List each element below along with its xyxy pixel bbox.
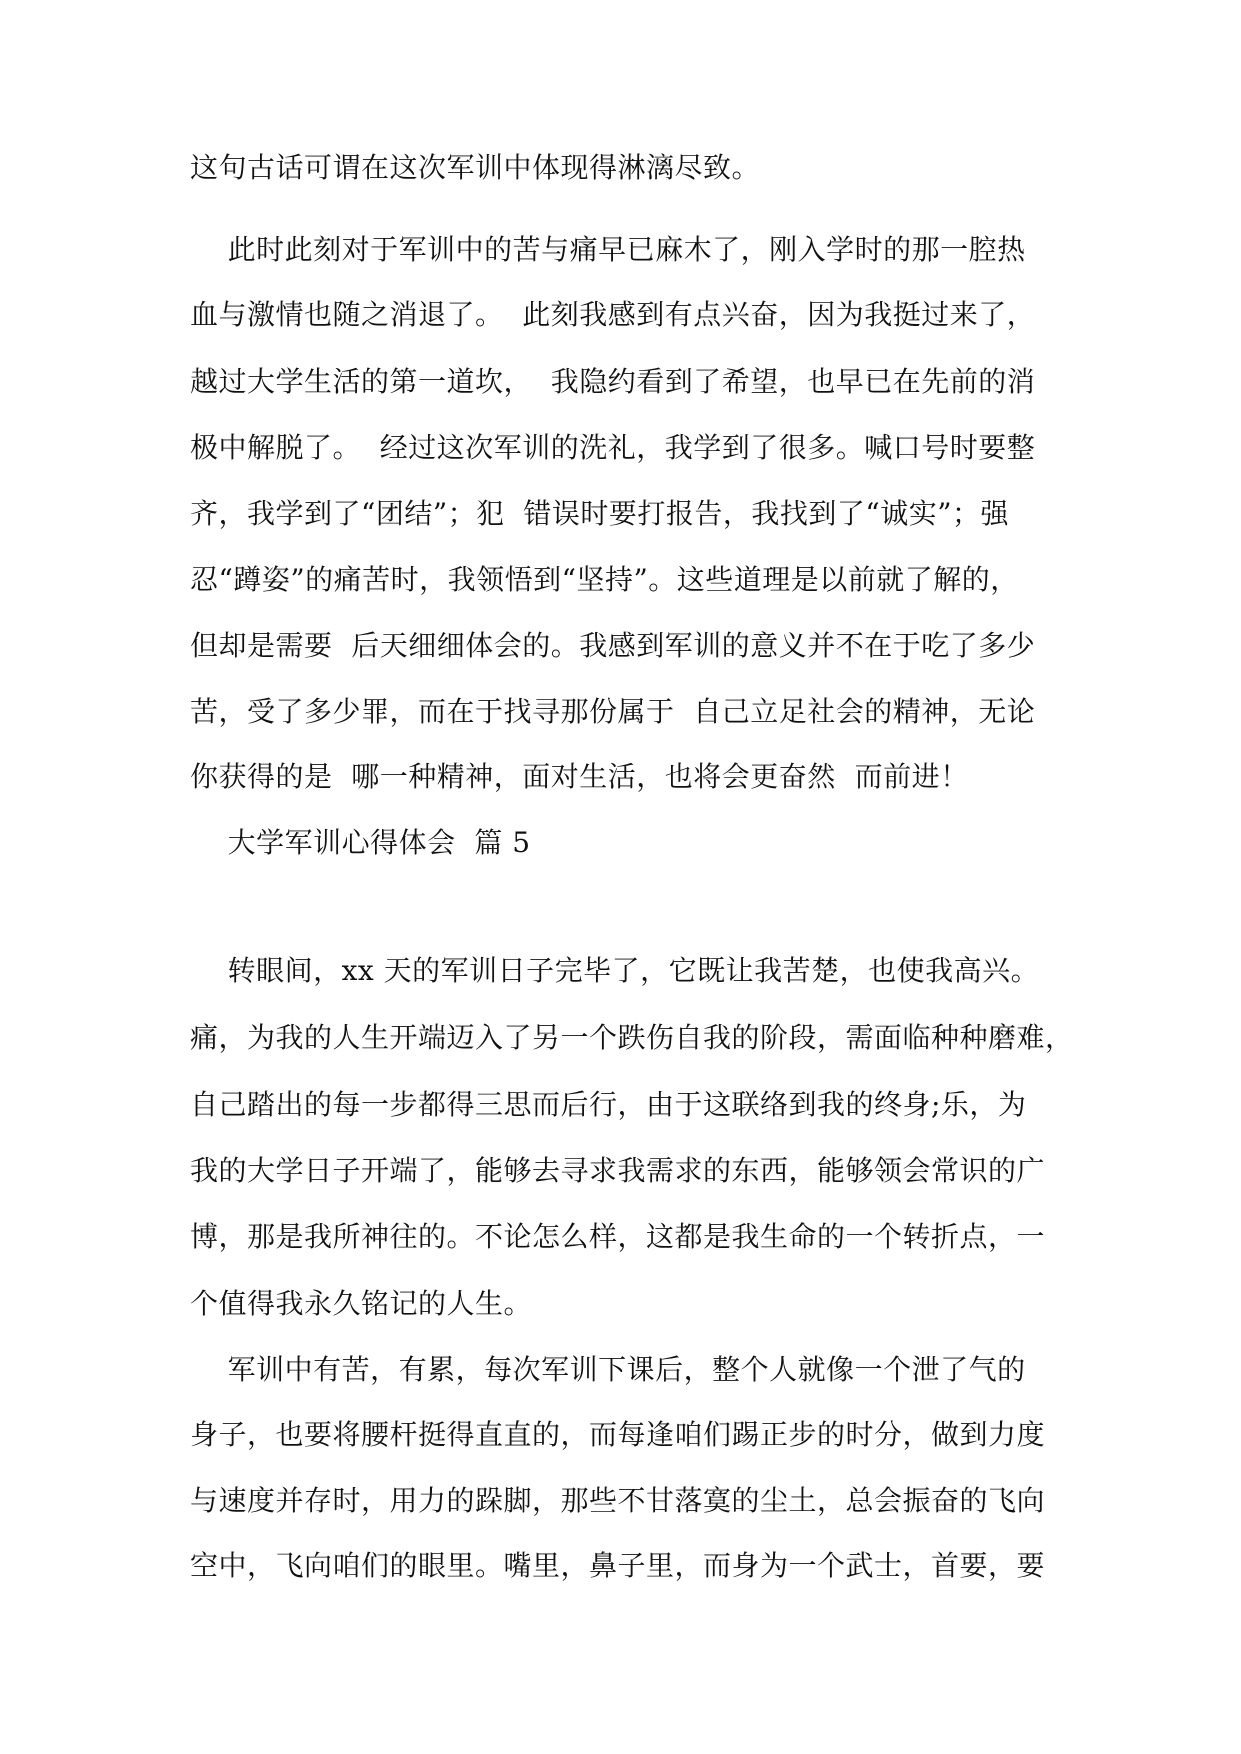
text-line: 极中解脱了。 经过这次军训的洗礼，我学到了很多。喊口号时要整 <box>190 431 1036 464</box>
text-line: 越过大学生活的第一道坎， 我隐约看到了希望，也早已在先前的消 <box>190 365 1036 398</box>
text-line: 齐，我学到了“团结”；犯 错误时要打报告，我找到了“诚实”；强 <box>190 497 1010 530</box>
text-line: 我的大学日子开端了，能够去寻求我需求的东西，能够领会常识的广 <box>190 1154 1046 1187</box>
text-line: 此时此刻对于军训中的苦与痛早已麻木了，刚入学时的那一腔热 <box>190 233 1026 266</box>
section-heading: 大学军训心得体会 篇 5 <box>190 826 531 859</box>
text-line: 但却是需要 后天细细体会的。我感到军训的意义并不在于吃了多少 <box>190 629 1036 662</box>
text-line: 个值得我永久铭记的人生。 <box>190 1287 533 1320</box>
text-line: 痛，为我的人生开端迈入了另一个跌伤自我的阶段，需面临种种磨难， <box>190 1021 1074 1054</box>
text-line: 自己踏出的每一步都得三思而后行，由于这联络到我的终身;乐，为 <box>190 1088 1027 1121</box>
text-line: 血与激情也随之消退了。 此刻我感到有点兴奋，因为我挺过来了， <box>190 298 1036 331</box>
text-line: 身子，也要将腰杆挺得直直的，而每逢咱们踢正步的时分，做到力度 <box>190 1418 1046 1451</box>
text-line: 忍“蹲姿”的痛苦时，我领悟到“坚持”。这些道理是以前就了解的， <box>190 563 1019 596</box>
text-line: 这句古话可谓在这次军训中体现得淋漓尽致。 <box>190 151 761 184</box>
text-line: 转眼间，xx 天的军训日子完毕了，它既让我苦楚，也使我高兴。 <box>190 954 1040 987</box>
text-line: 空中，飞向咱们的眼里。嘴里，鼻子里，而身为一个武士，首要，要 <box>190 1549 1046 1582</box>
text-line: 与速度并存时，用力的跺脚，那些不甘落寞的尘土，总会振奋的飞向 <box>190 1484 1046 1517</box>
text-line: 苦，受了多少罪，而在于找寻那份属于 自己立足社会的精神，无论 <box>190 695 1036 728</box>
text-line: 你获得的是 哪一种精神，面对生活，也将会更奋然 而前进！ <box>190 760 969 793</box>
text-line: 博，那是我所神往的。不论怎么样，这都是我生命的一个转折点，一 <box>190 1220 1046 1253</box>
text-line: 军训中有苦，有累，每次军训下课后，整个人就像一个泄了气的 <box>190 1353 1026 1386</box>
